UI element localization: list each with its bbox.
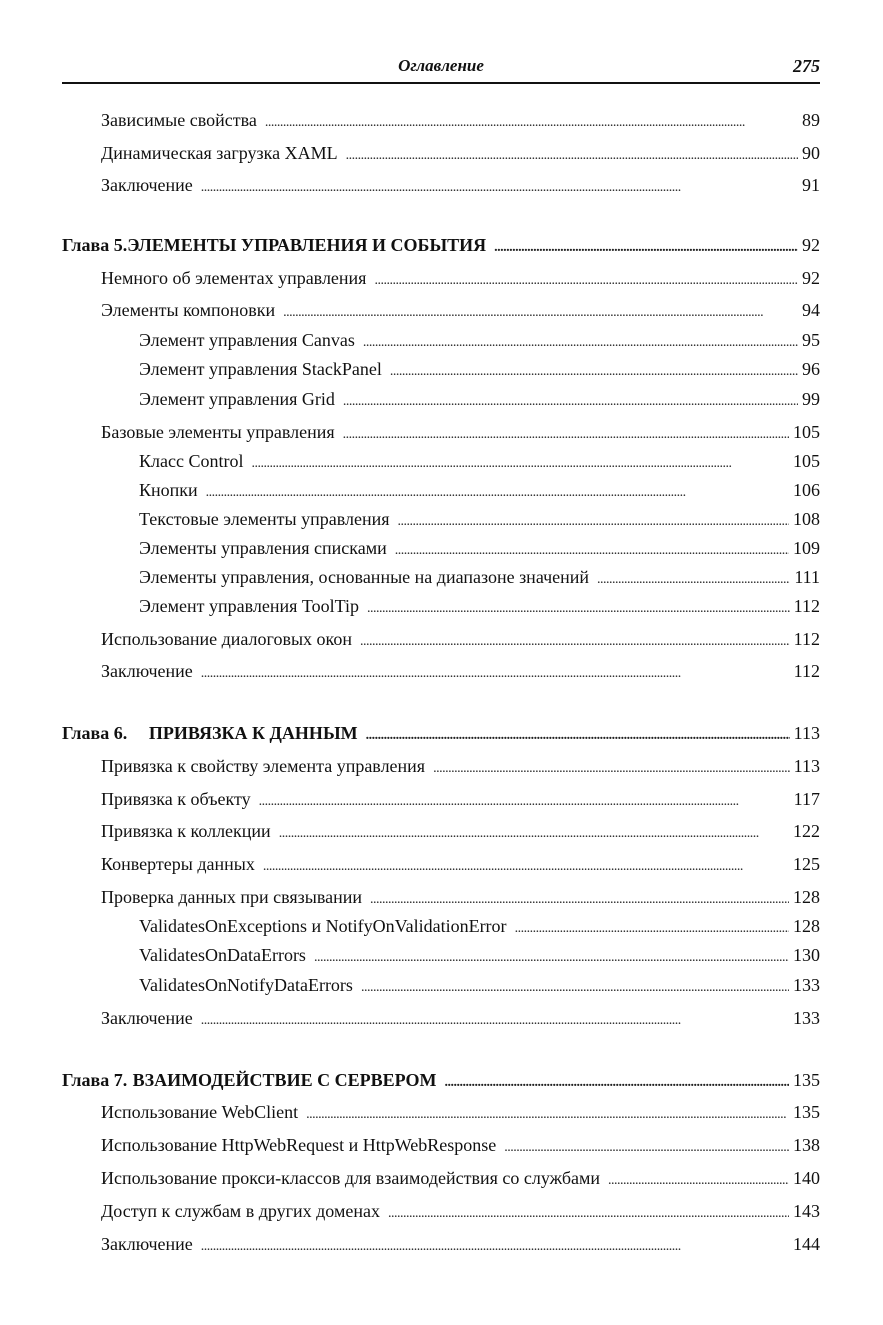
toc-subentry <box>139 326 820 354</box>
toc-entry-title: Текстовые элементы управления <box>139 509 390 529</box>
toc-subentry <box>139 447 820 475</box>
dot-leader <box>206 479 789 507</box>
toc-entry <box>101 1230 820 1258</box>
dot-leader <box>398 508 789 536</box>
toc-entry-page: 105 <box>793 422 820 442</box>
toc-entry-title: Использование диалоговых окон <box>101 629 352 649</box>
dot-leader <box>263 853 789 881</box>
toc-entry-title: Элемент управления StackPanel <box>139 359 382 379</box>
dot-leader <box>201 1007 789 1035</box>
toc-entry-title: Кнопки <box>139 480 198 500</box>
toc-entry-page: 113 <box>793 723 820 743</box>
dot-leader <box>444 1069 789 1097</box>
dot-leader <box>201 1233 789 1261</box>
toc-entry-page: 140 <box>793 1168 820 1188</box>
toc-entry-page: 95 <box>802 330 820 350</box>
toc-entry-title: Доступ к службам в других доменах <box>101 1201 380 1221</box>
toc-entry <box>101 785 820 813</box>
dot-leader <box>363 329 798 357</box>
dot-leader <box>343 388 798 416</box>
toc-entry-title: Использование прокси-классов для взаимодействия со службами <box>101 1168 600 1188</box>
toc-entry <box>101 817 820 845</box>
toc-chapter <box>62 719 820 747</box>
toc-entry-title: Конвертеры данных <box>101 854 255 874</box>
toc-subentry <box>139 534 820 562</box>
dot-leader <box>390 358 798 386</box>
toc-entry <box>101 883 820 911</box>
chapter-title: ЭЛЕМЕНТЫ УПРАВЛЕНИЯ И СОБЫТИЯ <box>127 235 487 255</box>
dot-leader <box>265 109 798 137</box>
toc-entry <box>101 1004 820 1032</box>
toc-entry-page: 125 <box>793 854 820 874</box>
toc-subentry <box>139 563 820 591</box>
toc-entry-page: 128 <box>793 916 820 936</box>
dot-leader <box>306 1101 789 1129</box>
toc-entry <box>101 296 820 324</box>
toc-entry <box>101 1131 820 1159</box>
toc-entry-page: 91 <box>802 175 820 195</box>
dot-leader <box>251 450 789 478</box>
dot-leader <box>367 595 790 623</box>
dot-leader <box>494 234 798 262</box>
toc-entry-title: Использование WebClient <box>101 1102 299 1122</box>
toc-entry-page: 135 <box>793 1102 820 1122</box>
toc-subentry <box>139 941 820 969</box>
toc-entry-title: Проверка данных при связывании <box>101 887 362 907</box>
dot-leader <box>370 886 789 914</box>
dot-leader <box>433 755 790 783</box>
toc-entry-title: Элемент управления ToolTip <box>139 596 359 616</box>
toc-entry-title: Привязка к объекту <box>101 789 251 809</box>
toc-entry-title: Заключение <box>101 661 193 681</box>
chapter-number: Глава 6. <box>62 723 128 743</box>
dot-leader <box>361 974 789 1002</box>
toc-entry-title: ValidatesOnNotifyDataErrors <box>139 975 353 995</box>
toc-entry-page: 112 <box>793 596 820 616</box>
toc-entry-title: Немного об элементах управления <box>101 268 367 288</box>
toc-subentry <box>139 592 820 620</box>
toc-entry <box>101 625 820 653</box>
dot-leader <box>283 299 798 327</box>
toc-entry-page: 144 <box>793 1234 820 1254</box>
toc-entry <box>101 171 820 199</box>
toc-entry-page: 112 <box>793 629 820 649</box>
toc-entry-page: 90 <box>802 143 820 163</box>
toc-entry-title: Базовые элементы управления <box>101 422 335 442</box>
running-title: Оглавление <box>398 56 484 75</box>
toc-chapter <box>62 231 820 259</box>
toc-chapter <box>62 1066 820 1094</box>
dot-leader <box>515 915 789 943</box>
toc-entry-title: Заключение <box>101 1234 193 1254</box>
toc-entry-page: 130 <box>793 945 820 965</box>
toc-entry <box>101 657 820 685</box>
toc-entry-title: Элемент управления Canvas <box>139 330 355 350</box>
toc-subentry <box>139 476 820 504</box>
toc-subentry <box>139 385 820 413</box>
dot-leader <box>366 722 790 750</box>
dot-leader <box>314 944 789 972</box>
toc-entry <box>101 752 820 780</box>
chapter-number: Глава 7. <box>62 1070 128 1090</box>
toc-entry-page: 96 <box>802 359 820 379</box>
dot-leader <box>395 537 789 565</box>
toc-entry-title: Привязка к коллекции <box>101 821 271 841</box>
toc-subentry <box>139 912 820 940</box>
toc-entry-page: 128 <box>793 887 820 907</box>
toc-entry-title: Динамическая загрузка XAML <box>101 143 338 163</box>
toc-entry <box>101 850 820 878</box>
toc-entry-title: Элементы управления списками <box>139 538 387 558</box>
toc-entry-title: ValidatesOnExceptions и NotifyOnValidationError <box>139 916 507 936</box>
toc-subentry <box>139 355 820 383</box>
toc-entry-page: 112 <box>793 661 820 681</box>
chapter-title: ВЗАИМОДЕЙСТВИЕ С СЕРВЕРОМ <box>132 1070 437 1090</box>
toc-entry-page: 111 <box>794 567 820 587</box>
toc-entry <box>101 1197 820 1225</box>
toc-entry-page: 109 <box>793 538 820 558</box>
toc-entry-title: Элемент управления Grid <box>139 389 335 409</box>
toc-entry-page: 92 <box>802 268 820 288</box>
dot-leader <box>346 142 798 170</box>
toc-entry-page: 89 <box>802 110 820 130</box>
toc-entry-title: ValidatesOnDataErrors <box>139 945 306 965</box>
toc-entry-title: Привязка к свойству элемента управления <box>101 756 426 776</box>
running-head <box>62 54 820 78</box>
dot-leader <box>597 566 790 594</box>
toc-entry-page: 94 <box>802 300 820 320</box>
toc-entry-title: Использование HttpWebRequest и HttpWebResponse <box>101 1135 497 1155</box>
dot-leader <box>343 421 789 449</box>
toc-entry-page: 106 <box>793 480 820 500</box>
header-rule <box>62 82 820 84</box>
chapter-number: Глава 5. <box>62 235 128 255</box>
dot-leader <box>388 1200 789 1228</box>
toc-entry-title: Элементы управления, основанные на диапазоне значений <box>139 567 590 587</box>
toc-entry-title: Заключение <box>101 175 193 195</box>
toc-entry-page: 135 <box>793 1070 820 1090</box>
toc-entry <box>101 264 820 292</box>
dot-leader <box>504 1134 789 1162</box>
toc-entry-page: 143 <box>793 1201 820 1221</box>
dot-leader <box>259 788 790 816</box>
toc-entry-page: 133 <box>793 975 820 995</box>
toc-entry <box>101 1164 820 1192</box>
toc-entry <box>101 1098 820 1126</box>
toc-entry-page: 105 <box>793 451 820 471</box>
chapter-title: ПРИВЯЗКА К ДАННЫМ <box>148 723 358 743</box>
toc-entry-page: 99 <box>802 389 820 409</box>
toc-entry-title: Заключение <box>101 1008 193 1028</box>
toc-entry-page: 108 <box>793 509 820 529</box>
dot-leader <box>201 174 798 202</box>
toc-subentry <box>139 971 820 999</box>
toc-entry-title: Класс Control <box>139 451 244 471</box>
toc-entry-title: Элементы компоновки <box>101 300 276 320</box>
toc-subentry <box>139 505 820 533</box>
toc-entry-page: 133 <box>793 1008 820 1028</box>
dot-leader <box>608 1167 789 1195</box>
dot-leader <box>360 628 790 656</box>
page-number: 275 <box>793 56 820 76</box>
dot-leader <box>279 820 789 848</box>
toc-entry-page: 92 <box>802 235 820 255</box>
toc-entry <box>101 418 820 446</box>
toc-entry-page: 117 <box>793 789 820 809</box>
toc-entry-page: 113 <box>793 756 820 776</box>
dot-leader <box>201 660 790 688</box>
toc-entry <box>101 139 820 167</box>
toc-entry-page: 138 <box>793 1135 820 1155</box>
toc-entry-page: 122 <box>793 821 820 841</box>
toc-entry-title: Зависимые свойства <box>101 110 257 130</box>
toc-entry <box>101 106 820 134</box>
dot-leader <box>374 267 798 295</box>
